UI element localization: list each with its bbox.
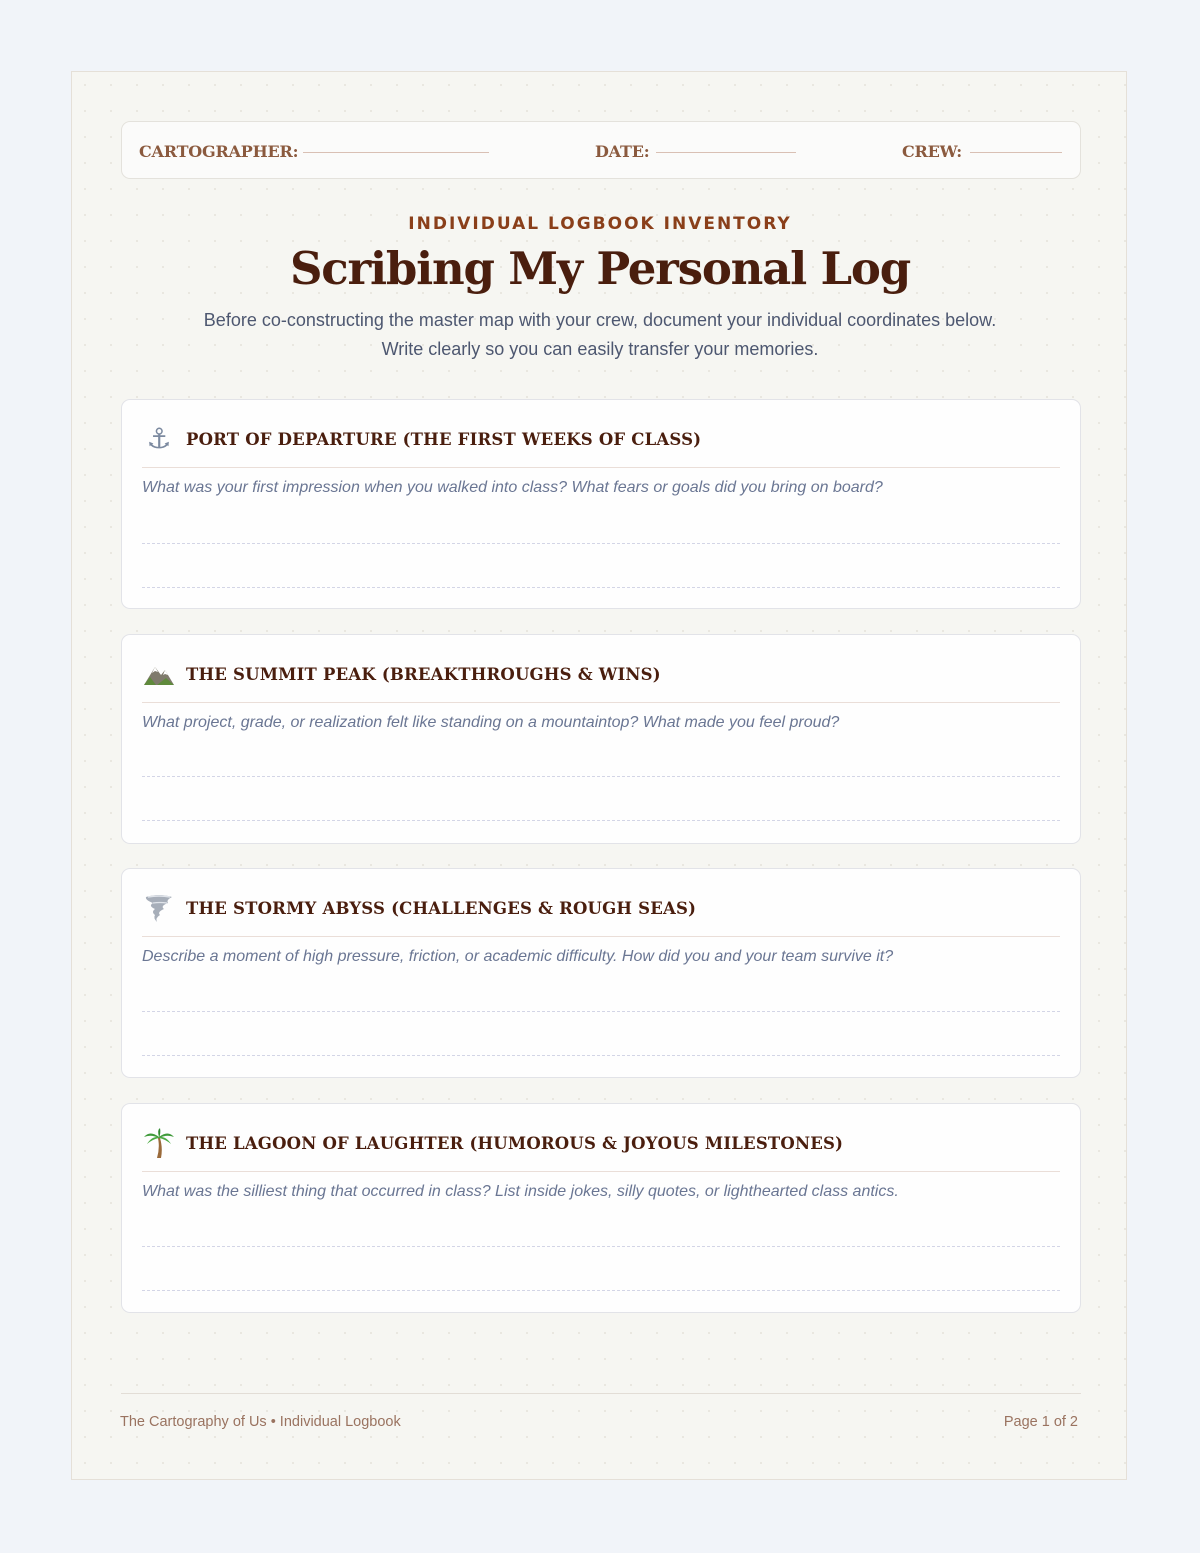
writing-line[interactable] — [142, 776, 1060, 777]
section-prompt: What project, grade, or realization felt like standing on a mountaintop? What made you feel proud? — [142, 714, 840, 731]
section-divider — [142, 467, 1060, 468]
page-number: Page 1 of 2 — [1003, 1414, 1078, 1430]
footer-divider — [121, 1393, 1081, 1394]
cartographer-label: CARTOGRAPHER: — [139, 142, 299, 161]
section-prompt: Describe a moment of high pressure, friction, or academic difficulty. How did you and your team survive it? — [142, 948, 894, 965]
crew-label: CREW: — [902, 142, 963, 161]
tornado-icon — [142, 891, 176, 925]
cartographer-field[interactable] — [303, 152, 489, 153]
section-divider — [142, 702, 1060, 703]
eyebrow-label: INDIVIDUAL LOGBOOK INVENTORY — [408, 214, 792, 234]
section-title: THE SUMMIT PEAK (BREAKTHROUGHS & WINS) — [186, 665, 661, 684]
mountain-icon — [142, 657, 176, 691]
anchor-icon: ⚓ — [146, 422, 172, 455]
writing-line[interactable] — [142, 1011, 1060, 1012]
writing-line[interactable] — [142, 587, 1060, 588]
intro-text: Before co-constructing the master map with your crew, document your individual coordinates below. Write clearly so you can easily transfer your memories. — [203, 310, 997, 359]
writing-line[interactable] — [142, 543, 1060, 544]
section-title: PORT OF DEPARTURE (THE FIRST WEEKS OF CLASS) — [186, 430, 702, 449]
section-divider — [142, 936, 1060, 937]
writing-line[interactable] — [142, 1055, 1060, 1056]
section-divider — [142, 1171, 1060, 1172]
palm-tree-icon — [142, 1126, 176, 1160]
footer-title: The Cartography of Us • Individual Logbook — [120, 1414, 401, 1430]
section-prompt: What was the silliest thing that occurred in class? List inside jokes, silly quotes, or lighthearted class antics. — [142, 1183, 899, 1200]
section-card-departure — [121, 399, 1081, 609]
section-prompt: What was your first impression when you walked into class? What fears or goals did you bring on board? — [142, 479, 883, 496]
section-card-lagoon — [121, 1103, 1081, 1313]
writing-line[interactable] — [142, 1246, 1060, 1247]
page-title: Scribing My Personal Log — [289, 242, 910, 295]
writing-line[interactable] — [142, 1290, 1060, 1291]
worksheet-page — [71, 71, 1127, 1480]
crew-field[interactable] — [970, 152, 1062, 153]
writing-line[interactable] — [142, 820, 1060, 821]
date-label: DATE: — [595, 142, 650, 161]
section-title: THE LAGOON OF LAUGHTER (HUMOROUS & JOYOUS MILESTONES) — [186, 1134, 844, 1153]
date-field[interactable] — [656, 152, 796, 153]
section-title: THE STORMY ABYSS (CHALLENGES & ROUGH SEAS) — [186, 899, 697, 918]
section-card-storm — [121, 868, 1081, 1078]
header-info-bar — [121, 121, 1081, 179]
section-card-summit — [121, 634, 1081, 844]
